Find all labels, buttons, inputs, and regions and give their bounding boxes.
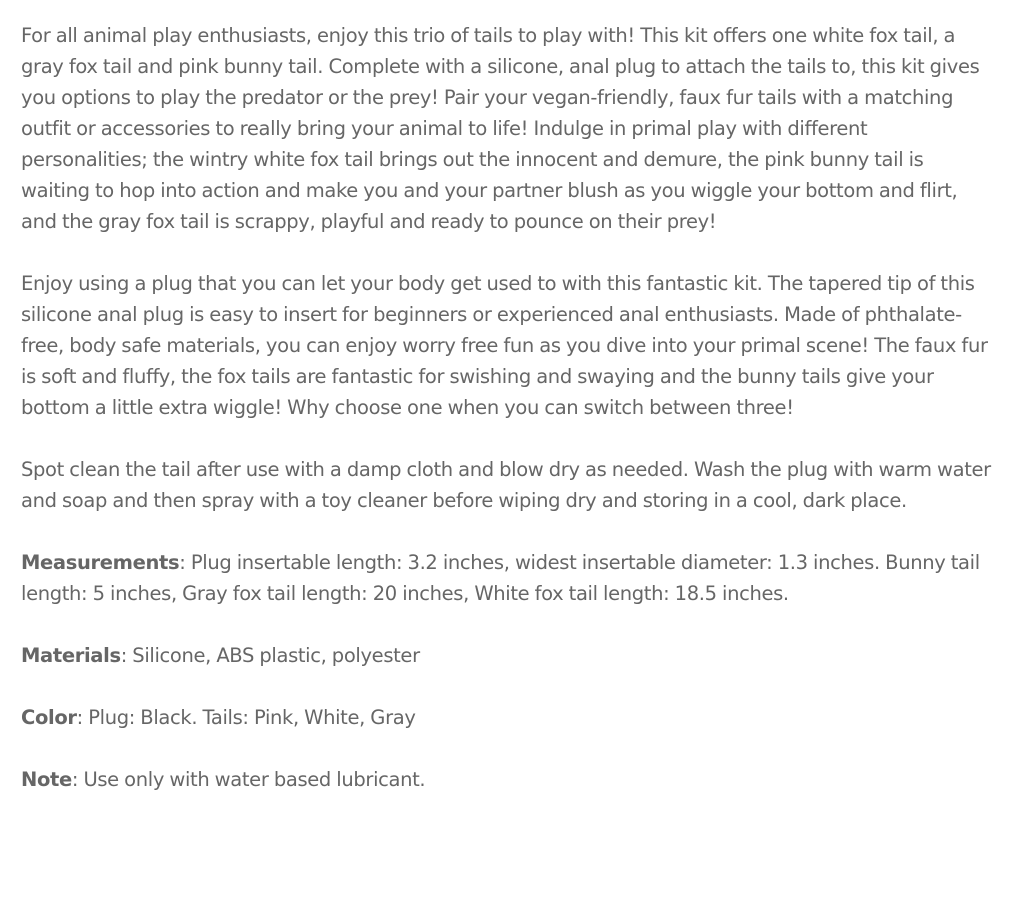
spec-color [21,702,993,733]
spec-color-value: : Plug: Black. Tails: Pink, White, Gray [76,706,416,729]
description-paragraph-intro: For all animal play enthusiasts, enjoy this trio of tails to play with! This kit offers one white fox tail, a gray fox tail and pink bunny tail. Complete with a silicone, anal plug to attach the tails to, this kit gives you options to play the predator or the prey! Pair your vegan-friendly, faux fur tails with a matching outfit or accessories to really bring your animal to life! Indulge in primal play with different personalities; the wintry white fox tail brings out the innocent and demure, the pink bunny tail is waiting to hop into action and make you and your partner blush as you wiggle your bottom and flirt, and the gray fox tail is scrappy, playful and ready to pounce on their prey! [21,24,980,233]
description-paragraph-plug: Enjoy using a plug that you can let your body get used to with this fantastic kit. The tapered tip of this silicone anal plug is easy to insert for beginners or experienced anal enthusiasts. Made of phthalate-free, body safe materials, you can enjoy worry free fun as you dive into your primal scene! The faux fur is soft and fluffy, the fox tails are fantastic for swishing and swaying and the bunny tails give your bottom a little extra wiggle! Why choose one when you can switch between three! [21,272,988,419]
spec-measurements [21,547,993,609]
spec-measurements-value: : Plug insertable length: 3.2 inches, widest insertable diameter: 1.3 inches. Bunny tail length: 5 inches, Gray fox tail length: 20 inches, White fox tail length: 18.5 inches. [21,551,980,605]
spec-materials [21,640,993,671]
spec-materials-label: Materials [21,644,121,667]
spec-measurements-label: Measurements [21,551,180,574]
spec-color-label: Color [21,706,77,729]
description-paragraph-care: Spot clean the tail after use with a damp cloth and blow dry as needed. Wash the plug with warm water and soap and then spray with a toy cleaner before wiping dry and storing in a cool, dark place. [21,458,991,512]
spec-note [21,764,993,795]
spec-note-label: Note [21,768,72,791]
spec-materials-value: : Silicone, ABS plastic, polyester [120,644,420,667]
product-description [21,20,993,826]
spec-note-value: : Use only with water based lubricant. [71,768,426,791]
